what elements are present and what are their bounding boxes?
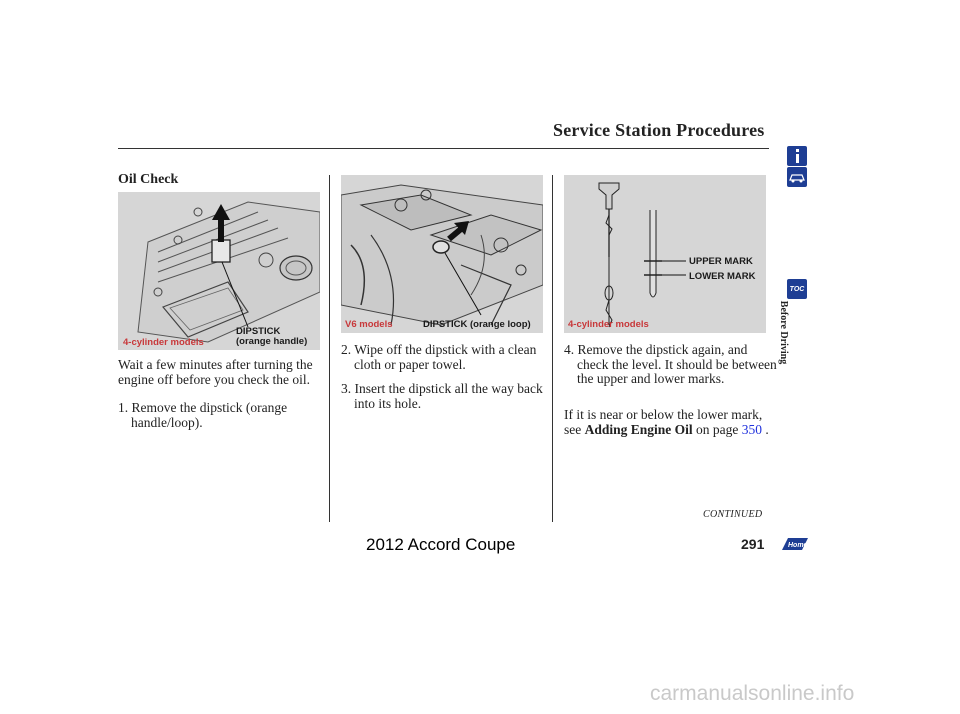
toc-nav-button[interactable] (787, 279, 807, 299)
note-text: If it is near or below the lower mark, see (564, 407, 763, 437)
note-text-3: . (762, 421, 769, 437)
fig3-model-label: 4-cylinder models (568, 319, 649, 330)
fig1-callout-line1: DIPSTICK (236, 326, 281, 337)
watermark: carmanualsonline.info (650, 682, 855, 705)
intro-paragraph: Wait a few minutes after turning the engine off before you check the oil. (118, 357, 313, 387)
fig2-model-label: V6 models (345, 319, 393, 330)
home-icon (780, 536, 810, 552)
step-3: 3. Insert the dipstick all the way back into its hole. (341, 381, 543, 411)
toc-label: TOC (789, 285, 805, 293)
fig3-lower-mark-label: LOWER MARK (689, 271, 756, 282)
home-label: Home (788, 542, 808, 549)
figure-v6-engine (341, 175, 543, 333)
page-number: 291 (741, 536, 765, 552)
fig2-callout: DIPSTICK (orange loop) (423, 319, 531, 330)
page-title: Service Station Procedures (553, 120, 765, 140)
note-paragraph (564, 408, 774, 437)
step-4: 4. Remove the dipstick again, and check the level. It should be between the upper and lower marks. (564, 342, 777, 386)
fig1-callout-line2: (orange handle) (236, 336, 308, 347)
info-icon (787, 146, 807, 166)
step-2: 2. Wipe off the dipstick with a clean cloth or paper towel. (341, 342, 537, 372)
continued-marker: CONTINUED (703, 509, 763, 520)
column-divider-1 (329, 175, 330, 522)
info-nav-button[interactable] (787, 146, 807, 166)
side-tab-label: Before Driving (778, 300, 790, 365)
side-tab (778, 297, 802, 377)
figure-4cyl-engine (118, 192, 320, 350)
step-1: 1. Remove the dipstick (orange handle/loop). (118, 400, 288, 430)
home-nav-button[interactable] (780, 536, 810, 552)
model-title: 2012 Accord Coupe (366, 535, 516, 554)
section-heading: Oil Check (118, 172, 179, 187)
dipstick-illustration (564, 175, 766, 333)
note-text-2: on page (692, 421, 742, 437)
fig3-upper-mark-label: UPPER MARK (689, 256, 753, 267)
v6-engine-illustration (341, 175, 543, 333)
engine-cover-illustration (118, 192, 320, 350)
page-link-350[interactable]: 350 (741, 421, 763, 437)
vehicle-nav-button[interactable] (787, 167, 807, 187)
figure-dipstick-marks (564, 175, 766, 333)
car-icon (787, 167, 807, 187)
title-rule (118, 148, 769, 149)
fig1-model-label: 4-cylinder models (123, 337, 204, 348)
note-reference: Adding Engine Oil (584, 421, 693, 437)
